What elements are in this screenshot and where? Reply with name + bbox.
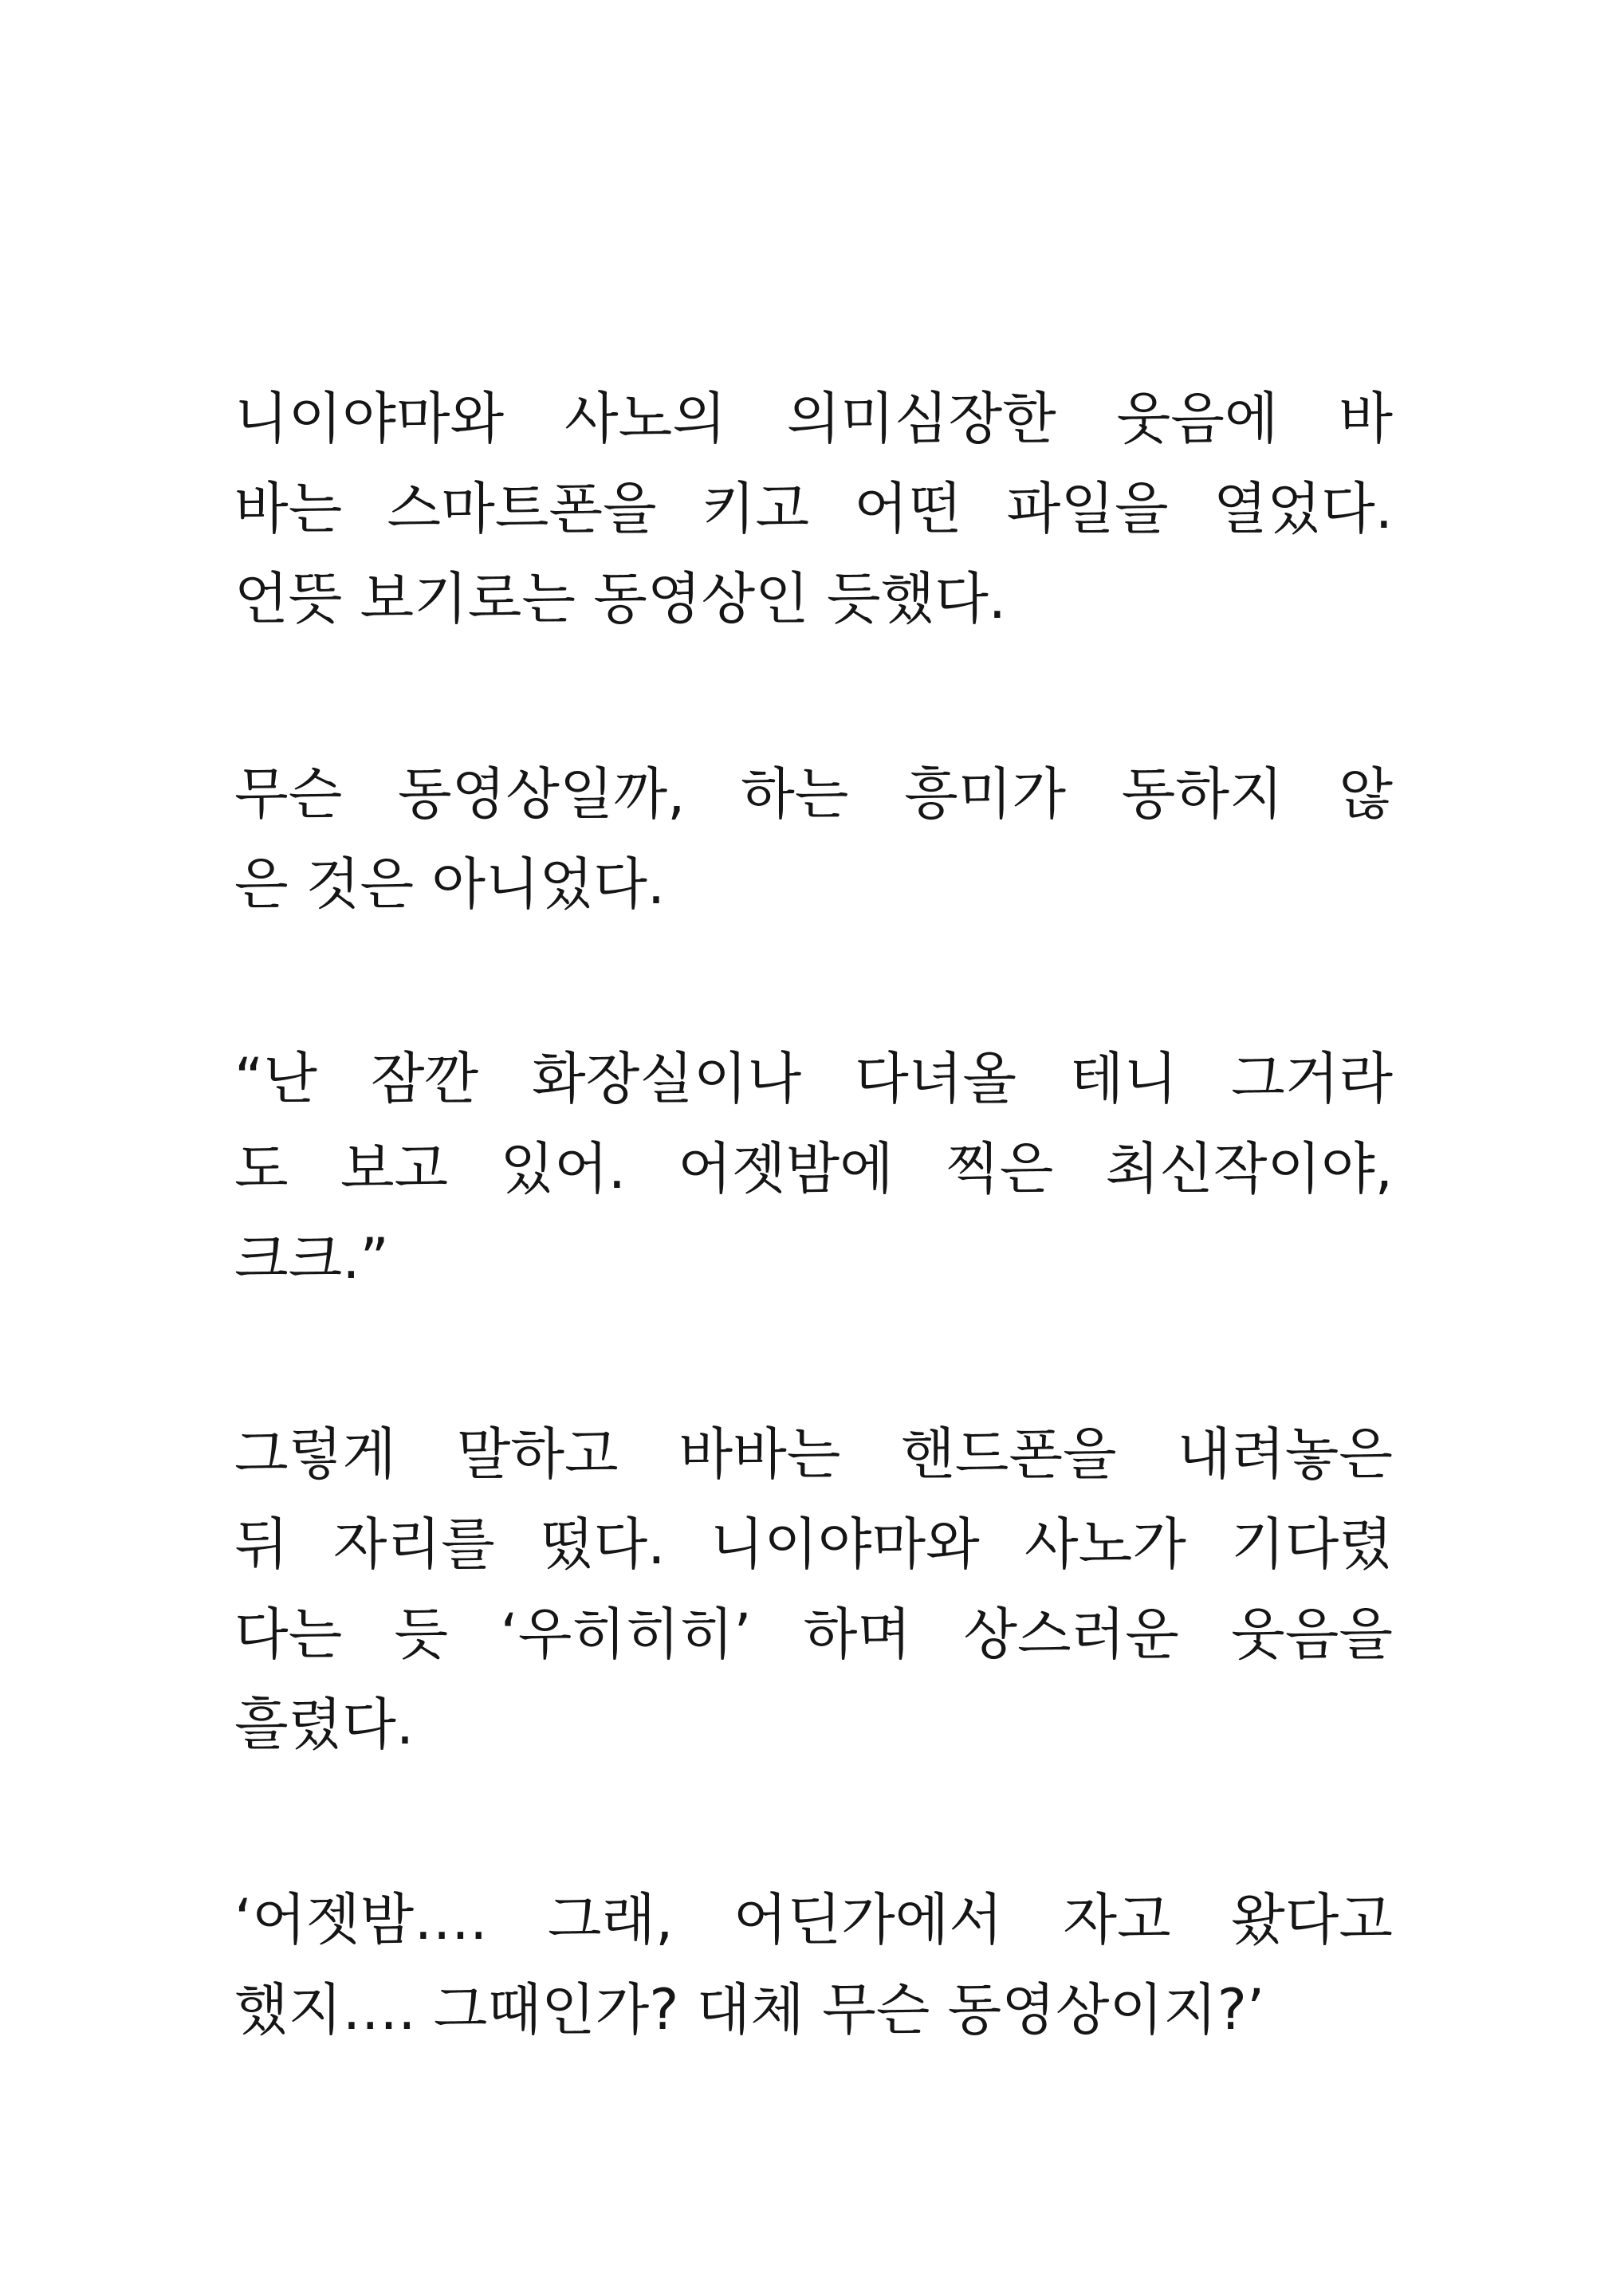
text-line: 흘렸다. [234,1692,415,1757]
text-line: 니이야마와 사노의 의미심장한 웃음에 바 [234,386,1393,451]
text-line: “난 잠깐 화장실이나 다녀올 테니 그거라 [234,1046,1393,1111]
text-line: 바는 스마트폰을 키고 어떤 파일을 열었다. [234,476,1393,541]
text-line: 크크.” [234,1226,389,1292]
text-line: 했지…. 그때인가? 대체 무슨 동영상이지?’ [234,1977,1265,2042]
text-line: 은 것은 아니었다. [234,851,666,917]
text-line: 그렇게 말하고 바바는 핸드폰을 내려놓은 [234,1421,1393,1487]
text-line: ‘어젯밤…. 그래, 어딘가에서 자고 왔다고 [234,1887,1393,1952]
text-line: 다는 듯 ‘우히히히’ 하며 상스러운 웃음을 [234,1602,1393,1667]
text-line: 언뜻 보기로는 동영상인 듯했다. [234,566,1007,631]
text-line: 뒤 자리를 떴다. 니이야마와 사노가 기다렸 [234,1512,1393,1577]
text-line: 도 보고 있어. 어젯밤에 찍은 최신작이야, [234,1136,1393,1201]
text-line: 무슨 동영상일까, 하는 흥미가 동하지 않 [234,761,1393,827]
